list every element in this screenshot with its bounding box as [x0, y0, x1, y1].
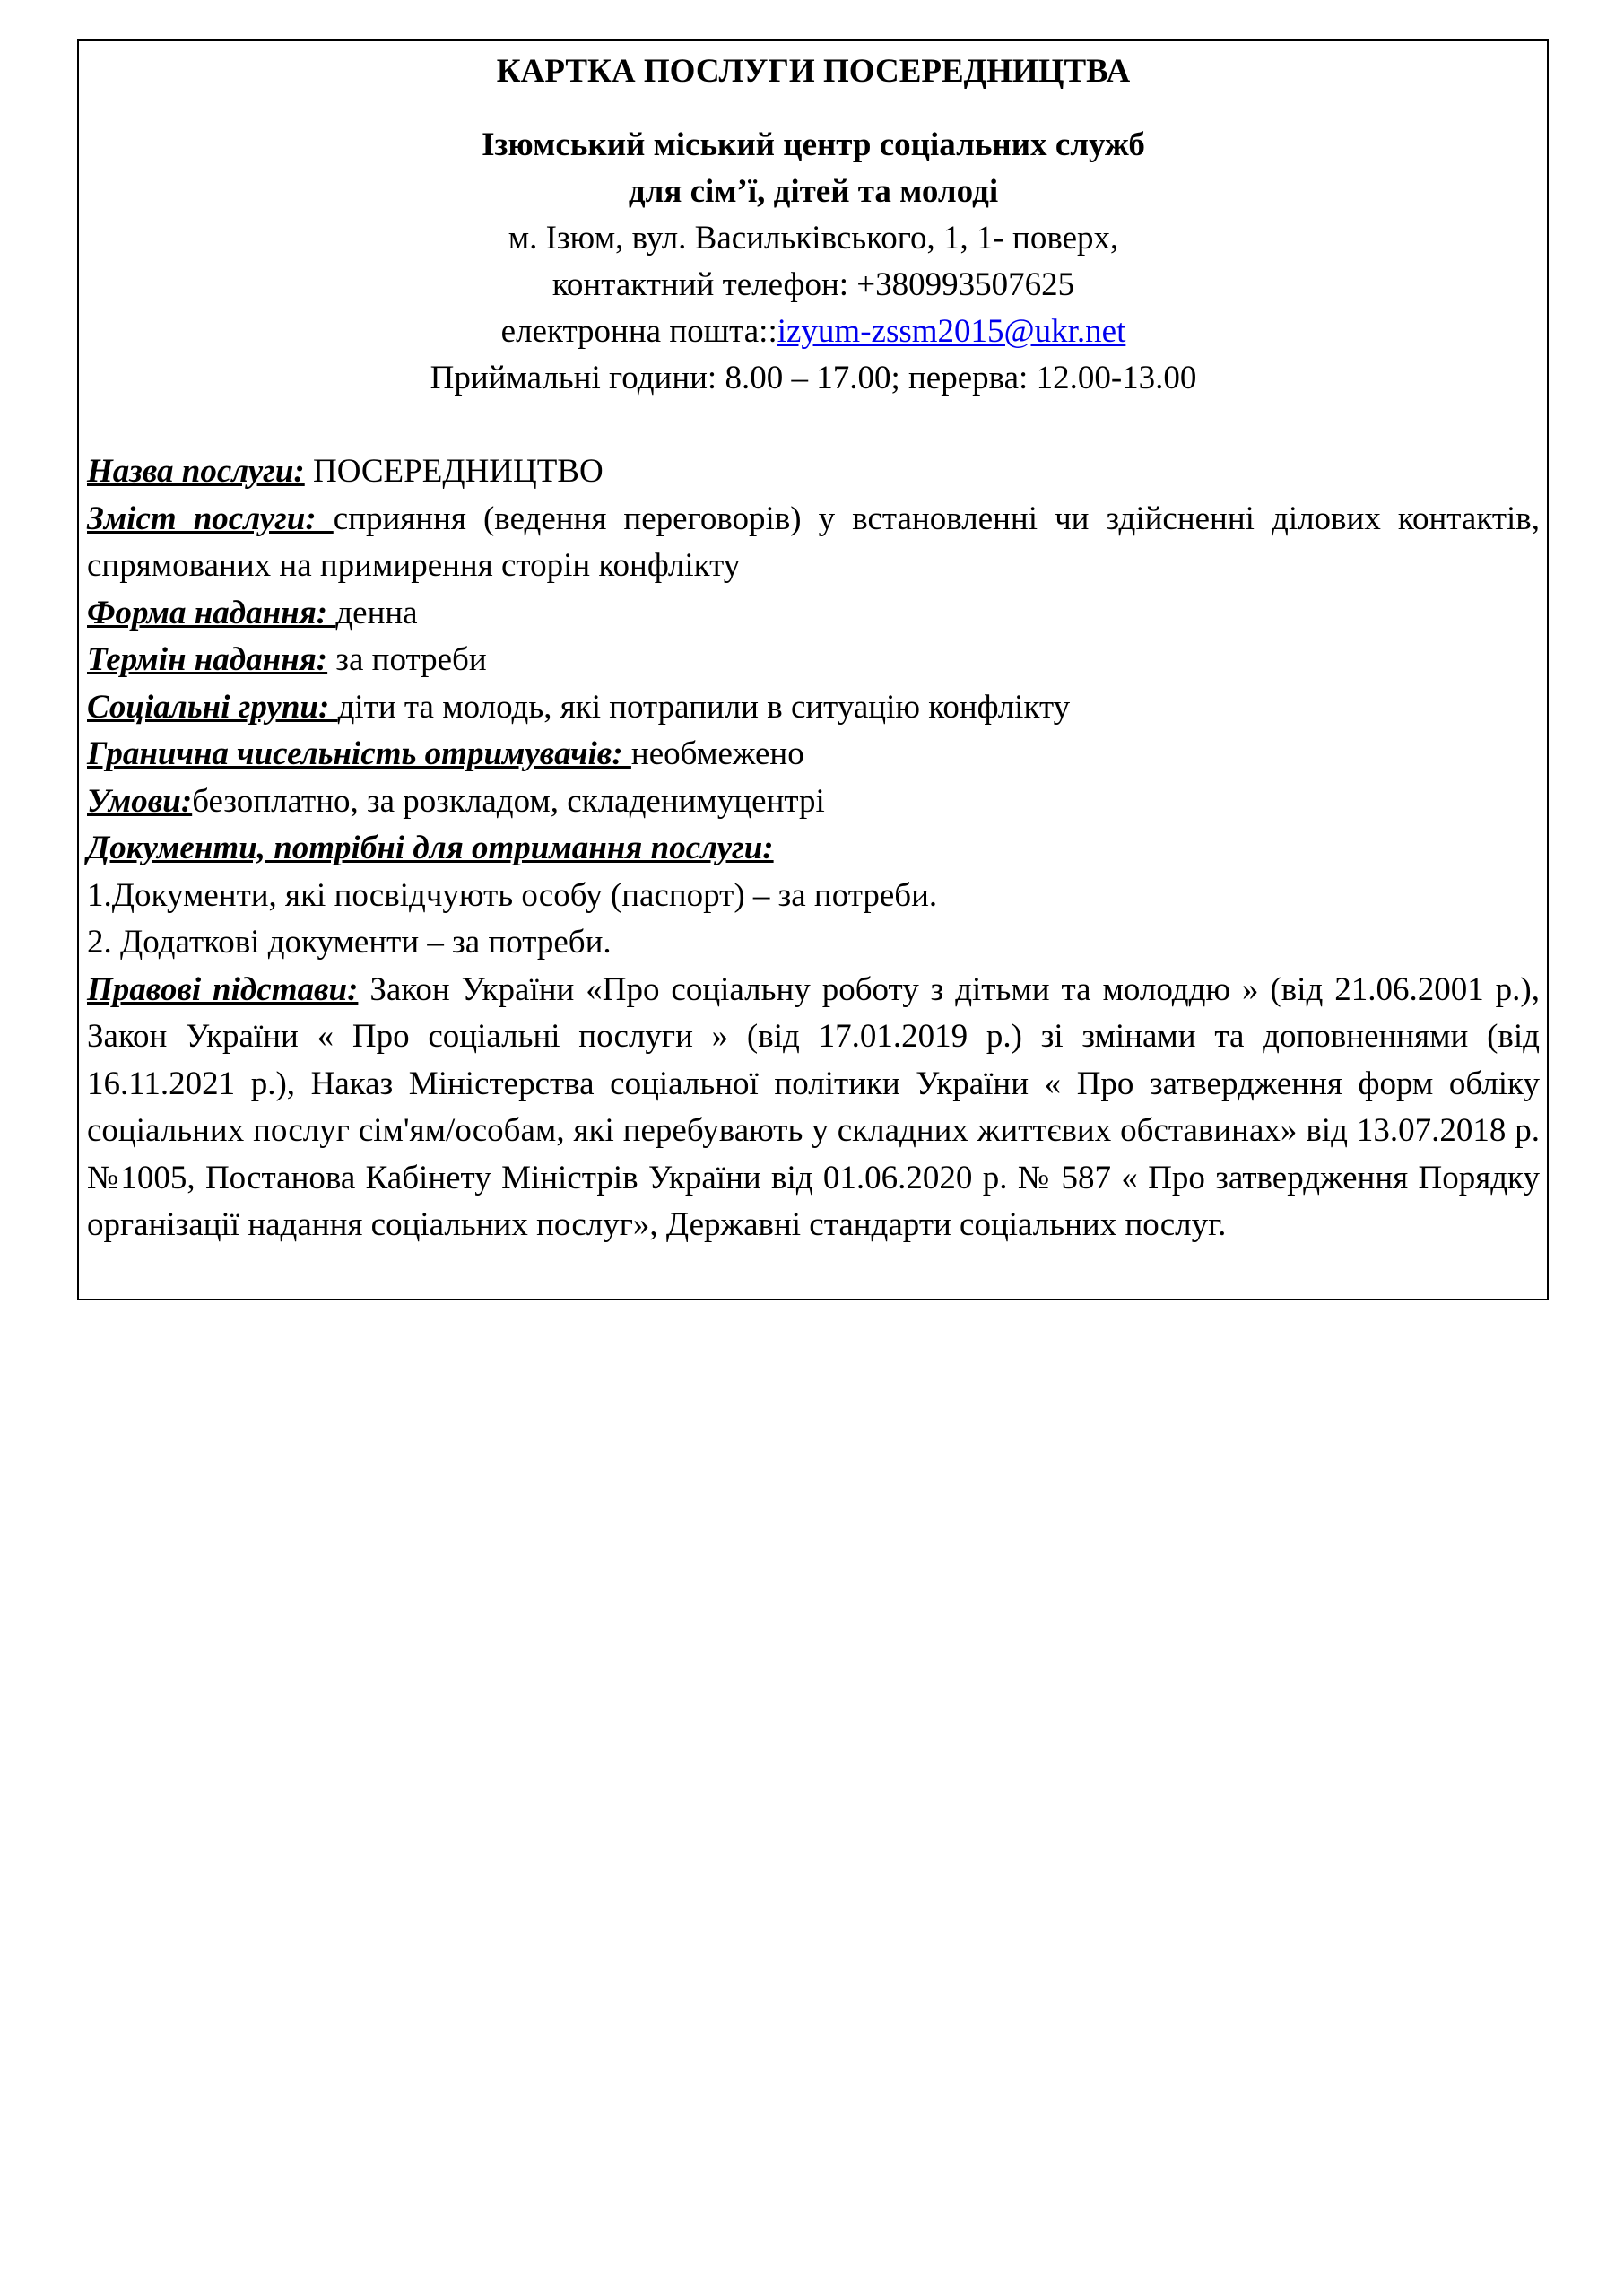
card-title: КАРТКА ПОСЛУГИ ПОСЕРЕДНИЦТВА: [496, 53, 1131, 90]
org-hours: Приймальні години: 8.00 – 17.00; перерва: 12.00-13.00: [430, 360, 1197, 396]
conditions-label: Умови:: [87, 782, 193, 820]
service-content-value: сприяння (ведення переговорів) у встановленні чи здійсненні ділових контактів, спрямованих на примирення сторін конфлікту: [87, 500, 1540, 584]
term-label: Термін надання:: [87, 641, 328, 678]
field-social-groups: [87, 684, 1540, 732]
org-phone: контактний телефон: +380993507625: [551, 266, 1075, 303]
field-term: [87, 637, 1540, 684]
field-form: [87, 590, 1540, 638]
service-content-label: Зміст послуги:: [87, 500, 334, 537]
field-recipient-limit: [87, 731, 1540, 778]
social-groups-label: Соціальні групи:: [87, 688, 338, 726]
form-label: Форма надання:: [87, 594, 336, 631]
form-value: денна: [335, 594, 418, 631]
org-name-line1: Ізюмський міський центр соціальних служб: [482, 126, 1145, 163]
service-name-value: ПОСЕРЕДНИЦТВО: [304, 453, 604, 490]
legal-basis-label: Правові підстави:: [87, 970, 359, 1008]
term-value: за потреби: [327, 641, 487, 678]
documents-label: Документи, потрібні для отримання послуги:: [87, 830, 774, 866]
recipient-limit-label: Гранична чисельність отримувачів:: [87, 735, 631, 772]
field-conditions: [87, 778, 1540, 826]
social-groups-value: діти та молодь, які потрапили в ситуацію конфлікту: [337, 688, 1071, 726]
document-item-2: 2. Додаткові документи – за потреби.: [87, 924, 612, 961]
org-name-line2: для сім’ї, дітей та молоді: [628, 173, 999, 210]
email-link[interactable]: izyum-zssm2015@ukr.net: [777, 313, 1126, 350]
service-name-label: Назва послуги:: [87, 453, 305, 490]
org-email-line: [87, 309, 1540, 355]
service-card: [77, 39, 1549, 1300]
recipient-limit-value: необмежено: [630, 735, 804, 772]
legal-basis-value: Закон України «Про соціальну роботу з дітьми та молоддю » (від 21.06.2001 р.), Закон України « Про соціальні послуги » (від 17.01.2019 р.) зі змінами та доповненнями (від 16.11.2021 р.), Наказ Міністерства соціальної політики України « Про затвердження форм обліку соціальних послуг сім'ям/особам, які перебувають у складних життєвих обставинах» від 13.07.2018 р. №1005, Постанова Кабінету Міністрів України від 01.06.2020 р. № 587 « Про затвердження Порядку організації надання соціальних послуг», Державні стандарти соціальних послуг.: [87, 970, 1540, 1243]
field-legal-basis: [87, 967, 1540, 1249]
card-header: [87, 41, 1540, 402]
title-spacer: [87, 95, 1540, 122]
field-documents: [87, 825, 1540, 873]
conditions-value: безоплатно, за розкладом, складенимуцентрі: [192, 782, 825, 820]
card-body: [87, 448, 1540, 1249]
org-address: м. Ізюм, вул. Васильківського, 1, 1- поверх,: [508, 220, 1119, 257]
field-service-content: [87, 496, 1540, 590]
document-item-1: 1.Документи, які посвідчують особу (паспорт) – за потреби.: [87, 876, 938, 914]
email-prefix: електронна пошта::: [500, 313, 777, 350]
field-service-name: [87, 448, 1540, 496]
